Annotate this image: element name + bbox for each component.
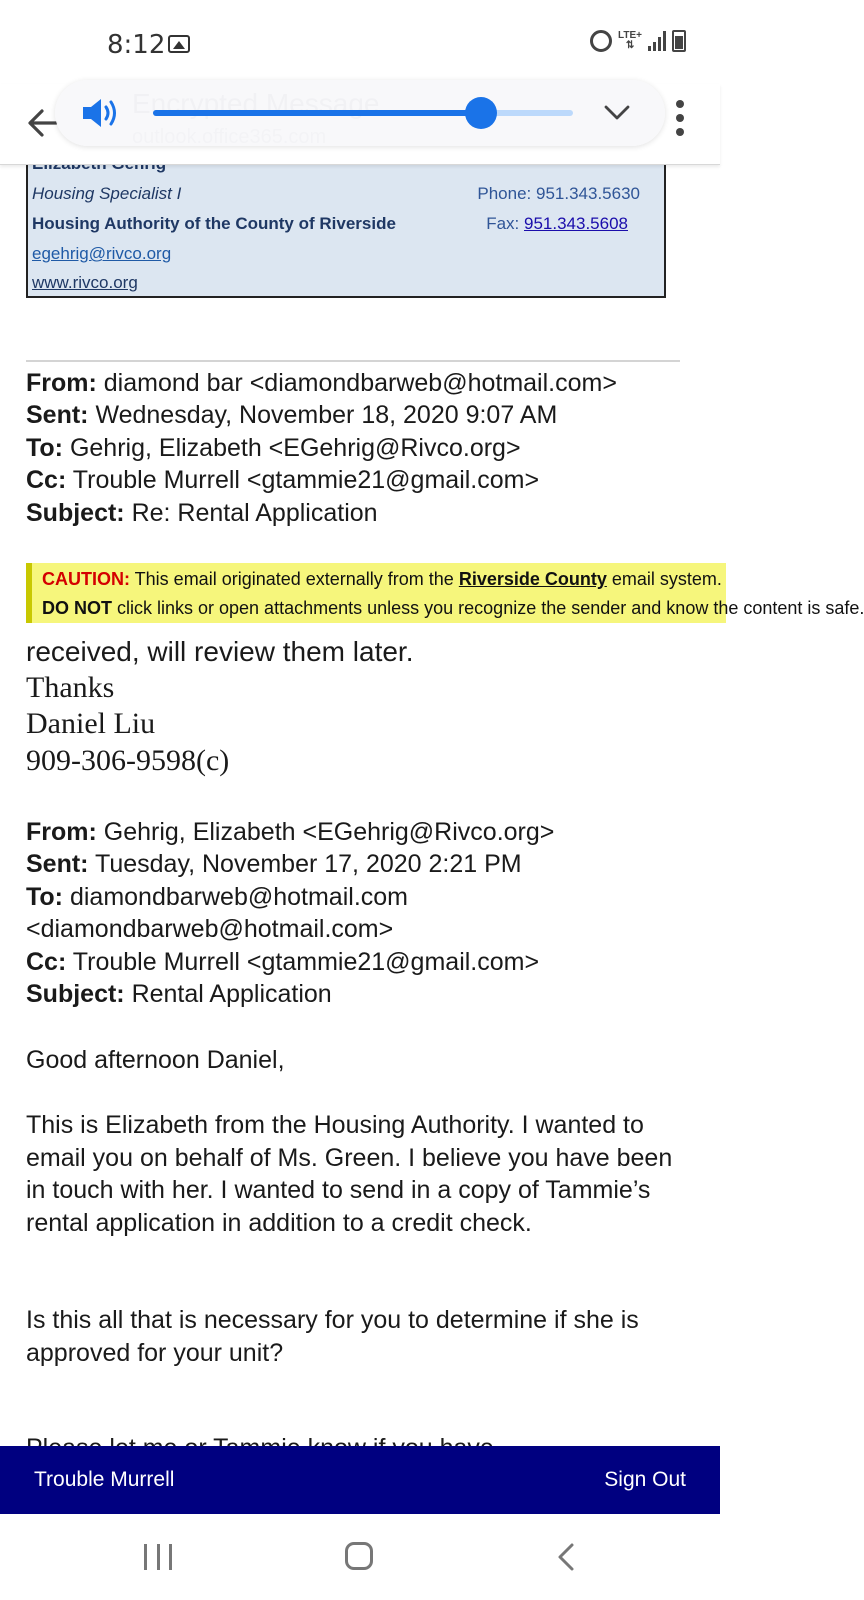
subject-label: Subject:: [26, 980, 125, 1008]
caution-line-1: [42, 569, 722, 590]
fax-number-link[interactable]: 951.343.5608: [524, 214, 628, 233]
bottom-bar: [0, 1446, 720, 1514]
to-label: To:: [26, 883, 64, 911]
fax-label: Fax:: [486, 214, 524, 233]
caution-text-2: email system.: [606, 569, 722, 589]
reply-from: [26, 369, 617, 398]
more-options-icon[interactable]: [674, 100, 686, 144]
from-value: Gehrig, Elizabeth <EGehrig@Rivco.org>: [96, 818, 555, 846]
body-paragraph-2: Is this all that is necessary for you to determine if she is approved for your unit?: [26, 1306, 639, 1367]
reply-cc: [26, 466, 539, 495]
lte-indicator: LTE+ ⇅: [618, 30, 642, 51]
caution-banner: [26, 563, 864, 623]
signature-title: Housing Specialist I: [32, 184, 182, 203]
status-bar: [0, 0, 720, 84]
riverside-county-link[interactable]: Riverside County: [458, 569, 607, 589]
volume-slider[interactable]: [153, 110, 573, 116]
original-to-cont: <diamondbarweb@hotmail.com>: [26, 915, 394, 943]
subject-value: Rental Application: [124, 980, 332, 1008]
email-signature: [26, 150, 666, 298]
email-body: [0, 164, 864, 1446]
caution-label: CAUTION:: [42, 569, 130, 589]
reply-body-line: received, will review them later.: [26, 636, 414, 667]
to-value: Gehrig, Elizabeth <EGehrig@Rivco.org>: [63, 434, 521, 462]
lte-label: LTE+: [618, 30, 642, 41]
volume-fill: [153, 110, 481, 116]
sent-label: Sent:: [26, 401, 89, 429]
cc-label: Cc:: [26, 948, 67, 976]
home-icon[interactable]: [345, 1542, 373, 1570]
original-from: [26, 818, 554, 847]
to-label: To:: [26, 434, 64, 462]
from-label: From:: [26, 818, 97, 846]
signal-icon: [648, 31, 666, 51]
nav-back-icon[interactable]: [552, 1542, 582, 1572]
signature-fax: [486, 214, 628, 234]
sign-out-button[interactable]: Sign Out: [604, 1468, 686, 1491]
sent-value: Tuesday, November 17, 2020 2:21 PM: [88, 850, 522, 878]
sent-value: Wednesday, November 18, 2020 9:07 AM: [88, 401, 558, 429]
greeting: Good afternoon Daniel,: [26, 1046, 285, 1074]
status-time: 8:12: [107, 30, 166, 60]
reply-subject: [26, 499, 378, 528]
alarm-icon: [590, 30, 612, 52]
battery-icon: [672, 30, 686, 52]
recent-apps-icon[interactable]: [144, 1544, 172, 1570]
signature-website-link[interactable]: www.rivco.org: [32, 273, 138, 292]
original-subject: [26, 980, 332, 1009]
signed-in-user: Trouble Murrell: [34, 1468, 175, 1491]
cc-label: Cc:: [26, 466, 67, 494]
speaker-icon[interactable]: [81, 96, 121, 130]
subject-label: Subject:: [26, 499, 125, 527]
caution-text-3: click links or open attachments unless you recognize the sender and know the content is safe.: [112, 598, 864, 618]
volume-slider-thumb[interactable]: [465, 97, 497, 129]
caution-line-2: [42, 598, 864, 619]
volume-panel: [55, 80, 665, 146]
from-value: diamond bar <diamondbarweb@hotmail.com>: [96, 369, 617, 397]
original-sent: [26, 850, 522, 879]
subject-value: Re: Rental Application: [124, 499, 378, 527]
reply-to: [26, 434, 521, 463]
reply-sender-phone: 909-306-9598(c): [26, 744, 230, 777]
caution-donot: DO NOT: [42, 598, 112, 618]
from-label: From:: [26, 369, 97, 397]
signature-phone: Phone: 951.343.5630: [477, 184, 640, 203]
body-paragraph-1: This is Elizabeth from the Housing Authority. I wanted to email you on behalf of Ms. Green. I believe you have been in touch with her. I wanted to send in a copy of Tammie’s rental application in addition to a credit check.: [26, 1111, 673, 1237]
original-to: [26, 883, 408, 912]
reply-sent: [26, 401, 557, 430]
message-divider: [26, 360, 680, 362]
to-value: diamondbarweb@hotmail.com: [63, 883, 408, 911]
reply-sender-name: Daniel Liu: [26, 707, 156, 740]
caution-text-1: This email originated externally from the: [130, 569, 459, 589]
signature-org: Housing Authority of the County of Riverside: [32, 214, 396, 233]
image-notification-icon: [168, 35, 190, 53]
signature-email-link[interactable]: egehrig@rivco.org: [32, 244, 172, 263]
original-cc: [26, 948, 539, 977]
sent-label: Sent:: [26, 850, 89, 878]
status-icons: [590, 30, 686, 52]
chevron-down-icon[interactable]: [603, 100, 631, 124]
reply-thanks: Thanks: [26, 671, 115, 704]
cc-value: Trouble Murrell <gtammie21@gmail.com>: [66, 948, 540, 976]
system-nav-bar: [0, 1514, 720, 1600]
cc-value: Trouble Murrell <gtammie21@gmail.com>: [66, 466, 540, 494]
